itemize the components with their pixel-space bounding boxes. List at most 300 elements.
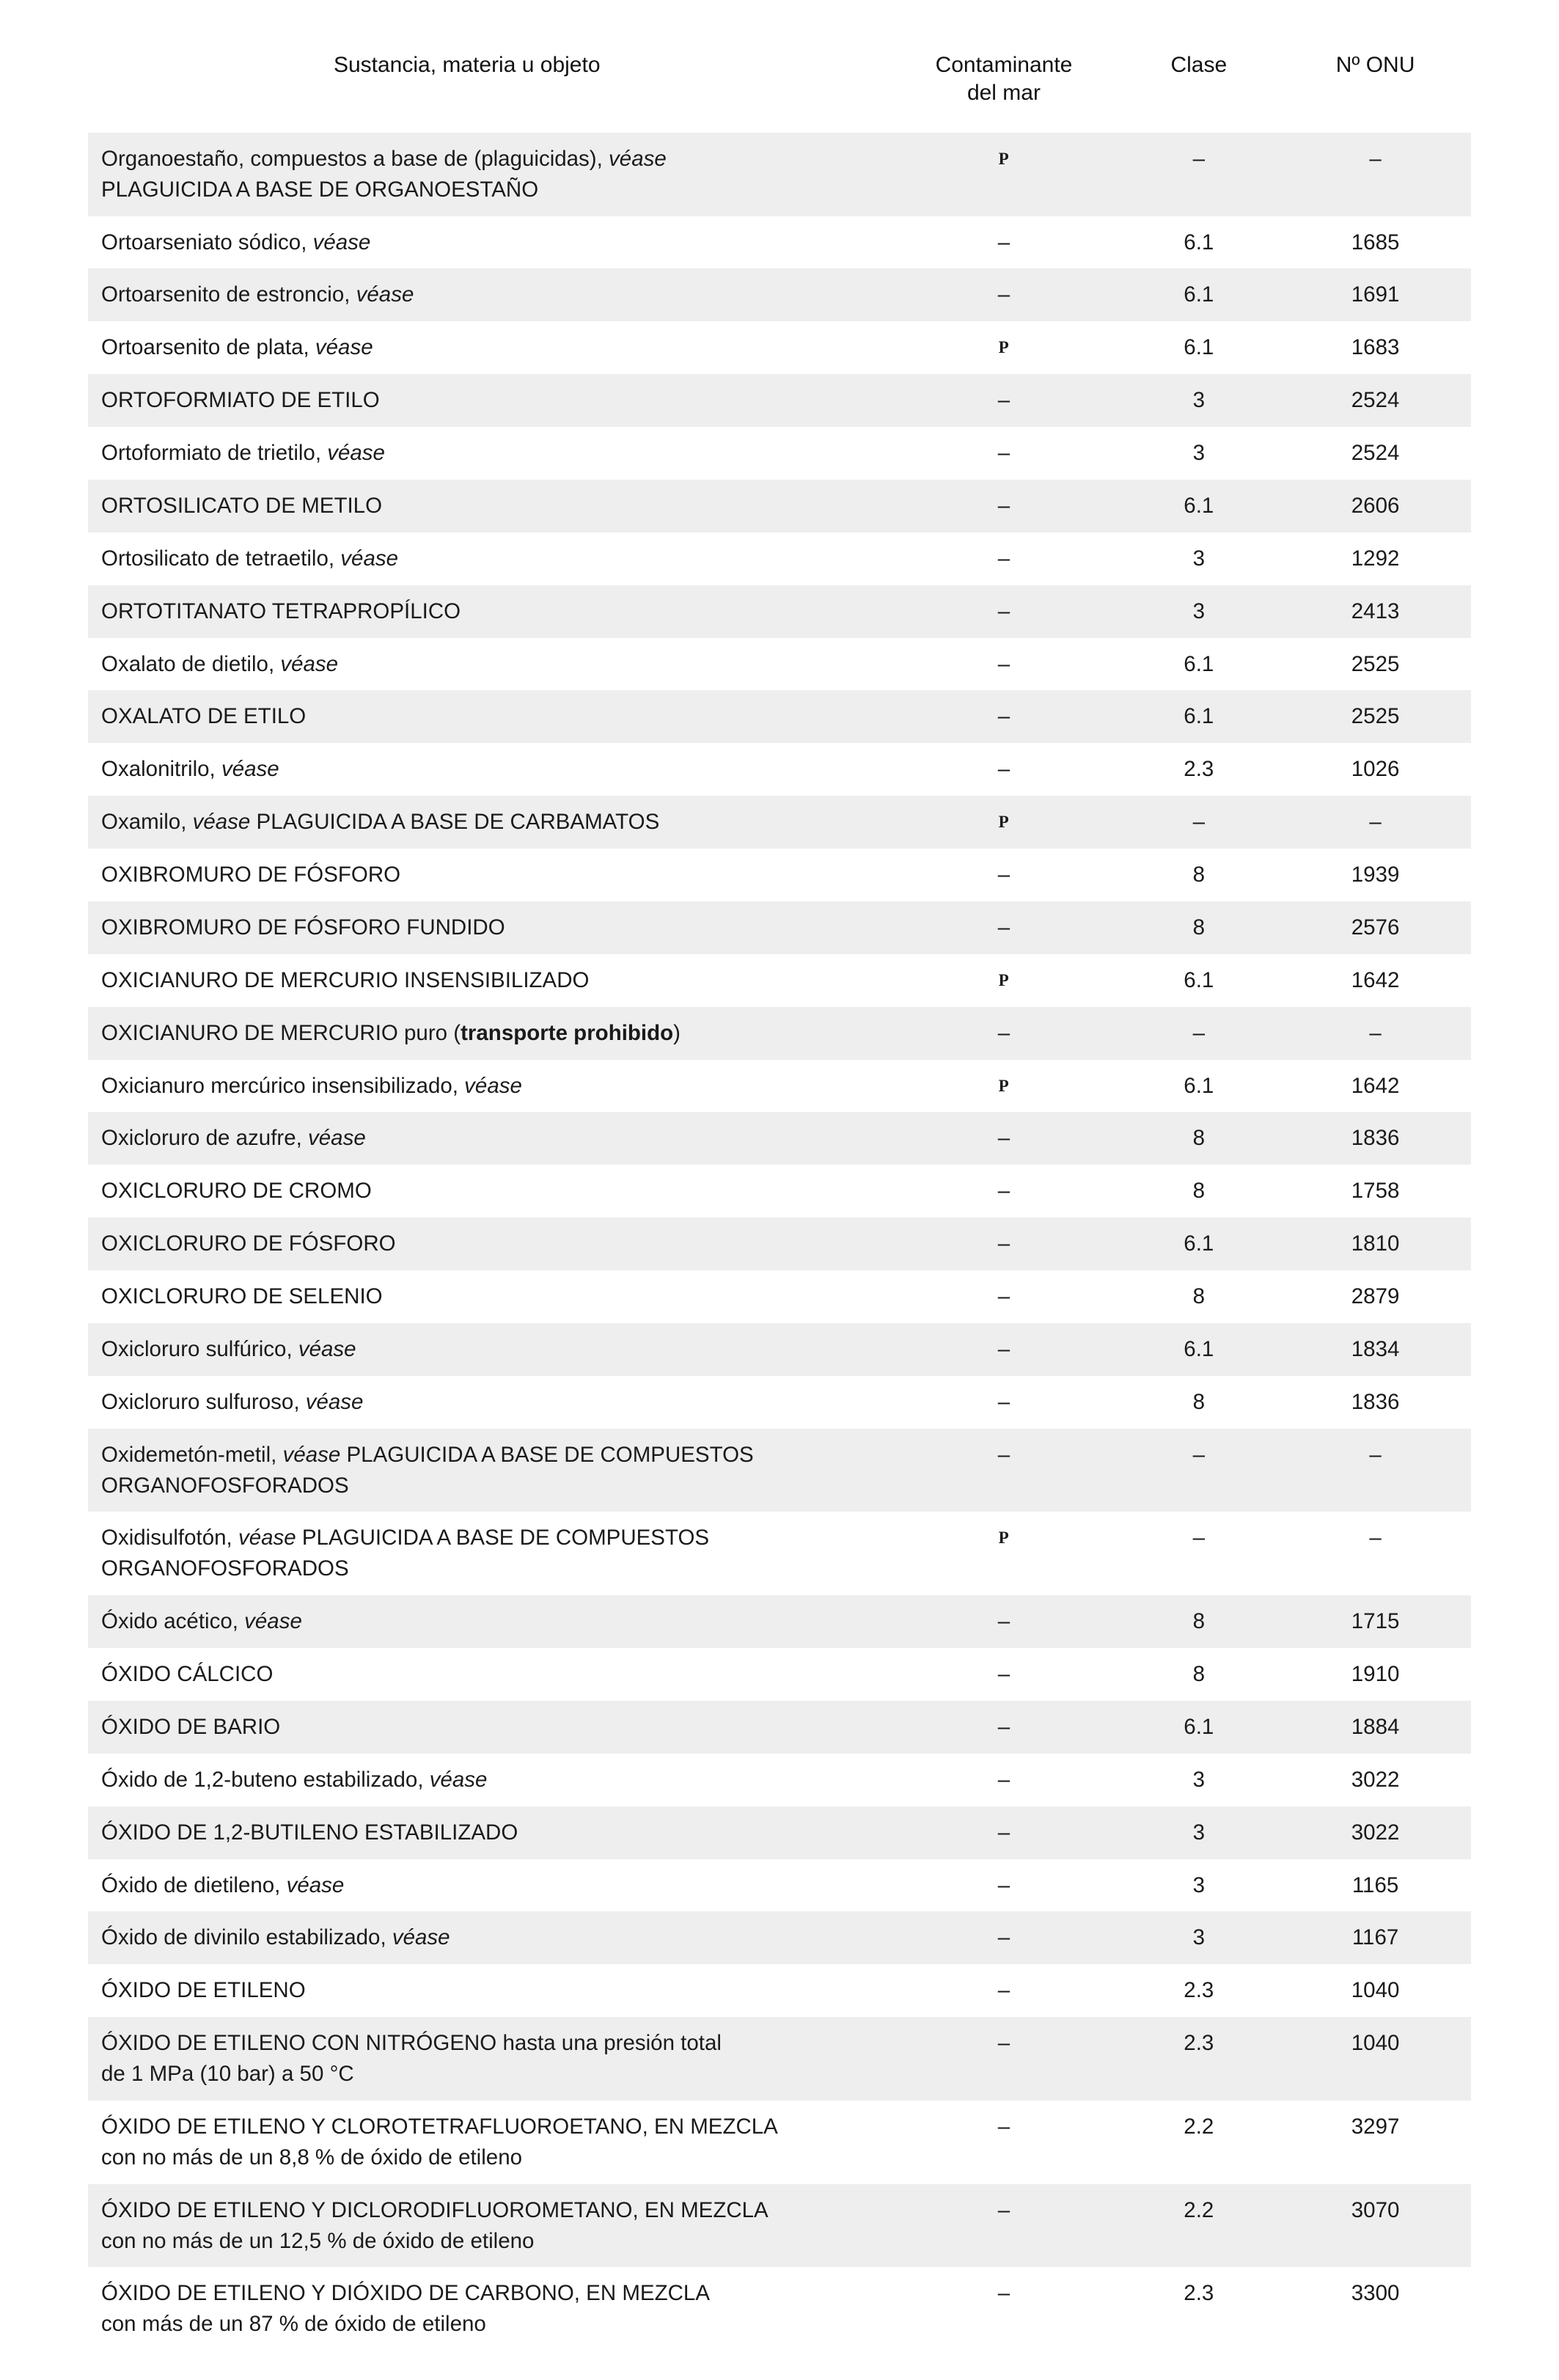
- table-row: [88, 954, 1471, 1007]
- substance-text-fragment: véase: [609, 146, 667, 171]
- substance-text-fragment: Organoestaño, compuestos a base de (plaguicidas),: [101, 146, 609, 171]
- table-row: [88, 216, 1471, 269]
- substance-text-fragment: Oxicianuro mercúrico insensibilizado,: [101, 1073, 465, 1098]
- cell-marine-pollutant: [889, 1701, 1118, 1754]
- cell-class: 8: [1118, 1648, 1280, 1701]
- cell-substance: [88, 1754, 889, 1806]
- substance-text-fragment: véase: [392, 1925, 450, 1950]
- substance-text-fragment: véase: [429, 1767, 488, 1792]
- cell-class: –: [1118, 133, 1280, 216]
- substance-text-fragment: véase: [221, 757, 279, 782]
- substance-text-fragment: OXICLORURO DE FÓSFORO: [101, 1231, 396, 1256]
- substance-subtext: ORGANOFOSFORADOS: [101, 1473, 349, 1498]
- table-row: [88, 901, 1471, 954]
- cell-un-number: 1691: [1280, 268, 1471, 321]
- substance-text-fragment: Óxido acético,: [101, 1609, 245, 1634]
- substance-subtext: con no más de un 8,8 % de óxido de etileno: [101, 2145, 523, 2170]
- cell-un-number: –: [1280, 796, 1471, 849]
- cell-class: 6.1: [1118, 954, 1280, 1007]
- column-header-un-number: Nº ONU: [1335, 53, 1415, 77]
- dangerous-goods-index-table: [88, 51, 1471, 2351]
- cell-marine-pollutant: [889, 1165, 1118, 1218]
- table-row: [88, 743, 1471, 796]
- table-row: [88, 1512, 1471, 1595]
- cell-substance: [88, 133, 889, 216]
- substance-text-fragment: ÓXIDO DE BARIO: [101, 1714, 281, 1739]
- cell-un-number: 2525: [1280, 690, 1471, 743]
- table-row: [88, 133, 1471, 216]
- substance-text-fragment: Ortosilicato de tetraetilo,: [101, 546, 341, 571]
- cell-substance: [88, 1270, 889, 1323]
- cell-substance: [88, 1376, 889, 1429]
- cell-substance: [88, 2017, 889, 2101]
- cell-substance: [88, 1007, 889, 1060]
- cell-substance: [88, 1323, 889, 1376]
- table-row: [88, 374, 1471, 427]
- cell-marine-pollutant: [889, 1112, 1118, 1165]
- substance-text-fragment: ÓXIDO DE ETILENO Y CLOROTETRAFLUOROETANO, EN MEZCLA: [101, 2114, 778, 2139]
- cell-marine-pollutant: [889, 690, 1118, 743]
- marine-pollutant-none: –: [997, 1662, 1010, 1687]
- table-row: [88, 321, 1471, 374]
- marine-pollutant-none: –: [997, 598, 1010, 623]
- cell-marine-pollutant: [889, 1512, 1118, 1595]
- cell-marine-pollutant: [889, 2017, 1118, 2101]
- cell-marine-pollutant: [889, 585, 1118, 638]
- substance-text-fragment: Óxido de dietileno,: [101, 1872, 287, 1897]
- cell-un-number: 1715: [1280, 1595, 1471, 1648]
- cell-substance: [88, 638, 889, 691]
- table-row: [88, 268, 1471, 321]
- substance-text-fragment: véase: [280, 651, 339, 676]
- substance-text-fragment: ): [673, 1020, 681, 1045]
- cell-substance: [88, 2101, 889, 2184]
- marine-pollutant-none: –: [997, 1126, 1010, 1151]
- table-row: [88, 1165, 1471, 1218]
- cell-un-number: 1642: [1280, 954, 1471, 1007]
- cell-un-number: 1026: [1280, 743, 1471, 796]
- marine-pollutant-none: –: [997, 757, 1010, 782]
- cell-class: 6.1: [1118, 690, 1280, 743]
- cell-class: 6.1: [1118, 638, 1280, 691]
- cell-substance: [88, 480, 889, 532]
- marine-pollutant-none: –: [997, 441, 1010, 466]
- marine-pollutant-mark: P: [998, 338, 1010, 357]
- cell-substance: [88, 1218, 889, 1270]
- table-row: [88, 796, 1471, 849]
- cell-class: 2.3: [1118, 1964, 1280, 2017]
- substance-text-fragment: Óxido de 1,2-buteno estabilizado,: [101, 1767, 430, 1792]
- cell-un-number: 2524: [1280, 427, 1471, 480]
- marine-pollutant-none: –: [997, 1872, 1010, 1897]
- cell-marine-pollutant: [889, 1007, 1118, 1060]
- cell-marine-pollutant: [889, 216, 1118, 269]
- cell-marine-pollutant: [889, 743, 1118, 796]
- cell-class: 6.1: [1118, 1060, 1280, 1113]
- substance-text-fragment: ORTOFORMIATO DE ETILO: [101, 388, 380, 413]
- substance-subtext: de 1 MPa (10 bar) a 50 °C: [101, 2062, 354, 2087]
- cell-un-number: 2524: [1280, 374, 1471, 427]
- cell-class: 3: [1118, 1911, 1280, 1964]
- cell-class: 6.1: [1118, 1218, 1280, 1270]
- cell-marine-pollutant: [889, 1648, 1118, 1701]
- cell-class: 2.2: [1118, 2101, 1280, 2184]
- marine-pollutant-none: –: [997, 1336, 1010, 1361]
- cell-substance: [88, 1964, 889, 2017]
- cell-marine-pollutant: [889, 1859, 1118, 1912]
- substance-text-fragment: Ortoarseniato sódico,: [101, 230, 313, 255]
- substance-text-fragment: Óxido de divinilo estabilizado,: [101, 1925, 392, 1950]
- table-row: [88, 1007, 1471, 1060]
- table-row: [88, 427, 1471, 480]
- cell-substance: [88, 743, 889, 796]
- table-row: [88, 849, 1471, 901]
- marine-pollutant-none: –: [997, 1609, 1010, 1634]
- marine-pollutant-mark: P: [998, 813, 1010, 832]
- cell-un-number: 2879: [1280, 1270, 1471, 1323]
- column-header-marine-pollutant-line2: del mar: [966, 81, 1041, 106]
- substance-text-fragment: Oxidemetón-metil,: [101, 1442, 283, 1467]
- cell-un-number: 1836: [1280, 1112, 1471, 1165]
- substance-text-fragment: ÓXIDO DE ETILENO CON NITRÓGENO hasta una presión total: [101, 2031, 722, 2056]
- substance-text-fragment: PLAGUICIDA A BASE DE CARBAMATOS: [250, 810, 660, 835]
- substance-text-fragment: OXICIANURO DE MERCURIO INSENSIBILIZADO: [101, 967, 590, 992]
- cell-un-number: –: [1280, 133, 1471, 216]
- cell-substance: [88, 1859, 889, 1912]
- cell-un-number: 1758: [1280, 1165, 1471, 1218]
- marine-pollutant-none: –: [997, 1020, 1010, 1045]
- cell-substance: [88, 2184, 889, 2268]
- substance-text-fragment: OXICIANURO DE MERCURIO puro (: [101, 1020, 461, 1045]
- marine-pollutant-none: –: [997, 704, 1010, 729]
- table-row: [88, 1911, 1471, 1964]
- cell-class: 3: [1118, 1859, 1280, 1912]
- cell-class: 8: [1118, 1270, 1280, 1323]
- marine-pollutant-none: –: [997, 1231, 1010, 1256]
- marine-pollutant-none: –: [997, 863, 1010, 887]
- cell-class: 8: [1118, 1595, 1280, 1648]
- table-row: [88, 1218, 1471, 1270]
- table-row: [88, 2017, 1471, 2101]
- substance-text-fragment: véase: [308, 1126, 366, 1151]
- substance-text-fragment: véase: [238, 1526, 296, 1550]
- substance-text-fragment: ORTOSILICATO DE METILO: [101, 493, 383, 518]
- cell-class: 6.1: [1118, 268, 1280, 321]
- cell-substance: [88, 849, 889, 901]
- cell-substance: [88, 585, 889, 638]
- cell-marine-pollutant: [889, 321, 1118, 374]
- cell-un-number: 1834: [1280, 1323, 1471, 1376]
- substance-text-fragment: ÓXIDO DE ETILENO Y DIÓXIDO DE CARBONO, EN MEZCLA: [101, 2281, 710, 2306]
- cell-marine-pollutant: [889, 1323, 1118, 1376]
- cell-substance: [88, 1060, 889, 1113]
- substance-text-fragment: PLAGUICIDA A BASE DE COMPUESTOS: [340, 1442, 754, 1467]
- marine-pollutant-none: –: [997, 1179, 1010, 1204]
- cell-un-number: 1642: [1280, 1060, 1471, 1113]
- cell-un-number: 1683: [1280, 321, 1471, 374]
- cell-substance: [88, 1701, 889, 1754]
- marine-pollutant-none: –: [997, 546, 1010, 571]
- marine-pollutant-none: –: [997, 1925, 1010, 1950]
- cell-class: 3: [1118, 1754, 1280, 1806]
- substance-text-fragment: Oxalonitrilo,: [101, 757, 221, 782]
- substance-text-fragment: Oxicloruro sulfúrico,: [101, 1336, 298, 1361]
- cell-un-number: –: [1280, 1429, 1471, 1512]
- cell-un-number: 3070: [1280, 2184, 1471, 2268]
- table-row: [88, 638, 1471, 691]
- table-row: [88, 1964, 1471, 2017]
- marine-pollutant-none: –: [997, 230, 1010, 255]
- table-row: [88, 1648, 1471, 1701]
- cell-class: 6.1: [1118, 321, 1280, 374]
- cell-class: 8: [1118, 901, 1280, 954]
- marine-pollutant-none: –: [997, 1442, 1010, 1467]
- substance-text-fragment: véase: [286, 1872, 345, 1897]
- cell-un-number: 1685: [1280, 216, 1471, 269]
- table-row: [88, 1754, 1471, 1806]
- marine-pollutant-none: –: [997, 1714, 1010, 1739]
- cell-un-number: 2606: [1280, 480, 1471, 532]
- cell-substance: [88, 954, 889, 1007]
- table-row: [88, 1376, 1471, 1429]
- cell-class: 3: [1118, 532, 1280, 585]
- cell-substance: [88, 1648, 889, 1701]
- cell-marine-pollutant: [889, 1270, 1118, 1323]
- cell-marine-pollutant: [889, 1060, 1118, 1113]
- cell-un-number: 1040: [1280, 2017, 1471, 2101]
- cell-un-number: 1810: [1280, 1218, 1471, 1270]
- marine-pollutant-none: –: [997, 2031, 1010, 2056]
- cell-marine-pollutant: [889, 133, 1118, 216]
- marine-pollutant-none: –: [997, 493, 1010, 518]
- substance-text-fragment: PLAGUICIDA A BASE DE COMPUESTOS: [296, 1526, 710, 1550]
- cell-class: –: [1118, 1429, 1280, 1512]
- cell-class: 6.1: [1118, 216, 1280, 269]
- marine-pollutant-mark: P: [998, 970, 1010, 989]
- table-body: [88, 133, 1471, 2351]
- substance-text-fragment: OXICLORURO DE SELENIO: [101, 1284, 383, 1309]
- cell-substance: [88, 321, 889, 374]
- cell-marine-pollutant: [889, 1376, 1118, 1429]
- cell-class: 2.2: [1118, 2184, 1280, 2268]
- table-row: [88, 2267, 1471, 2351]
- cell-class: 3: [1118, 427, 1280, 480]
- cell-un-number: 1836: [1280, 1376, 1471, 1429]
- substance-text-fragment: véase: [244, 1609, 302, 1634]
- cell-marine-pollutant: [889, 532, 1118, 585]
- table-row: [88, 1859, 1471, 1912]
- table-row: [88, 1323, 1471, 1376]
- substance-text-fragment: ÓXIDO DE ETILENO: [101, 1978, 306, 2003]
- cell-substance: [88, 427, 889, 480]
- cell-class: 3: [1118, 1806, 1280, 1859]
- cell-marine-pollutant: [889, 1429, 1118, 1512]
- cell-class: 3: [1118, 585, 1280, 638]
- marine-pollutant-none: –: [997, 388, 1010, 413]
- cell-un-number: 2413: [1280, 585, 1471, 638]
- cell-substance: [88, 268, 889, 321]
- cell-marine-pollutant: [889, 849, 1118, 901]
- cell-un-number: 2576: [1280, 901, 1471, 954]
- substance-text-fragment: OXIBROMURO DE FÓSFORO: [101, 863, 401, 887]
- table-row: [88, 1429, 1471, 1512]
- cell-un-number: 1939: [1280, 849, 1471, 901]
- column-header-substance: Sustancia, materia u objeto: [333, 53, 601, 77]
- cell-marine-pollutant: [889, 1754, 1118, 1806]
- table-row: [88, 1806, 1471, 1859]
- substance-text-fragment: véase: [340, 546, 399, 571]
- cell-class: 2.3: [1118, 743, 1280, 796]
- marine-pollutant-none: –: [997, 1389, 1010, 1414]
- cell-un-number: 3022: [1280, 1806, 1471, 1859]
- cell-marine-pollutant: [889, 1911, 1118, 1964]
- marine-pollutant-none: –: [997, 2281, 1010, 2306]
- substance-text-fragment: ORTOTITANATO TETRAPROPÍLICO: [101, 598, 461, 623]
- cell-marine-pollutant: [889, 480, 1118, 532]
- cell-substance: [88, 1429, 889, 1512]
- cell-class: 3: [1118, 374, 1280, 427]
- cell-class: 6.1: [1118, 1701, 1280, 1754]
- cell-substance: [88, 901, 889, 954]
- cell-un-number: 1040: [1280, 1964, 1471, 2017]
- substance-subtext: ORGANOFOSFORADOS: [101, 1556, 349, 1581]
- substance-subtext: con más de un 87 % de óxido de etileno: [101, 2312, 486, 2337]
- marine-pollutant-none: –: [997, 282, 1010, 307]
- cell-marine-pollutant: [889, 1218, 1118, 1270]
- substance-text-fragment: transporte prohibido: [461, 1020, 674, 1045]
- cell-marine-pollutant: [889, 1595, 1118, 1648]
- substance-text-fragment: Oxicloruro sulfuroso,: [101, 1389, 306, 1414]
- table-row: [88, 2101, 1471, 2184]
- cell-class: –: [1118, 1007, 1280, 1060]
- cell-class: 2.3: [1118, 2017, 1280, 2101]
- table-row: [88, 1112, 1471, 1165]
- cell-marine-pollutant: [889, 796, 1118, 849]
- cell-marine-pollutant: [889, 268, 1118, 321]
- cell-substance: [88, 1595, 889, 1648]
- table-row: [88, 2184, 1471, 2268]
- table-header: [88, 51, 1471, 133]
- table-row: [88, 585, 1471, 638]
- cell-un-number: 3300: [1280, 2267, 1471, 2351]
- cell-un-number: 1165: [1280, 1859, 1471, 1912]
- substance-text-fragment: Oxamilo,: [101, 810, 193, 835]
- table-row: [88, 532, 1471, 585]
- cell-class: 6.1: [1118, 480, 1280, 532]
- cell-class: 8: [1118, 1112, 1280, 1165]
- cell-marine-pollutant: [889, 2184, 1118, 2268]
- substance-text-fragment: Oxicloruro de azufre,: [101, 1126, 309, 1151]
- table-row: [88, 1595, 1471, 1648]
- cell-marine-pollutant: [889, 638, 1118, 691]
- substance-text-fragment: ÓXIDO DE 1,2-BUTILENO ESTABILIZADO: [101, 1820, 518, 1845]
- cell-class: 6.1: [1118, 1323, 1280, 1376]
- cell-substance: [88, 532, 889, 585]
- substance-text-fragment: véase: [282, 1442, 341, 1467]
- cell-un-number: –: [1280, 1007, 1471, 1060]
- marine-pollutant-mark: P: [998, 149, 1010, 168]
- cell-marine-pollutant: [889, 1964, 1118, 2017]
- substance-text-fragment: Ortoformiato de trietilo,: [101, 441, 328, 466]
- substance-text-fragment: véase: [298, 1336, 356, 1361]
- cell-substance: [88, 1112, 889, 1165]
- marine-pollutant-mark: P: [998, 1076, 1010, 1095]
- table-row: [88, 1701, 1471, 1754]
- cell-class: –: [1118, 1512, 1280, 1595]
- cell-un-number: 1167: [1280, 1911, 1471, 1964]
- marine-pollutant-none: –: [997, 1284, 1010, 1309]
- substance-text-fragment: OXICLORURO DE CROMO: [101, 1179, 372, 1204]
- substance-text-fragment: véase: [464, 1073, 522, 1098]
- substance-subtext: PLAGUICIDA A BASE DE ORGANOESTAÑO: [101, 177, 539, 202]
- cell-class: 8: [1118, 1165, 1280, 1218]
- substance-subtext: con no más de un 12,5 % de óxido de etileno: [101, 2228, 535, 2253]
- substance-text-fragment: ÓXIDO CÁLCICO: [101, 1662, 274, 1687]
- cell-substance: [88, 1512, 889, 1595]
- cell-marine-pollutant: [889, 427, 1118, 480]
- cell-un-number: 1910: [1280, 1648, 1471, 1701]
- substance-text-fragment: Ortoarsenito de plata,: [101, 335, 315, 360]
- column-header-marine-pollutant: [889, 51, 1118, 133]
- cell-un-number: 3297: [1280, 2101, 1471, 2184]
- cell-un-number: 1884: [1280, 1701, 1471, 1754]
- cell-class: 8: [1118, 849, 1280, 901]
- column-header-marine-pollutant-line1: Contaminante: [935, 53, 1073, 77]
- cell-class: –: [1118, 796, 1280, 849]
- marine-pollutant-mark: P: [998, 1528, 1010, 1548]
- cell-substance: [88, 690, 889, 743]
- cell-marine-pollutant: [889, 2267, 1118, 2351]
- table-row: [88, 1270, 1471, 1323]
- cell-substance: [88, 374, 889, 427]
- substance-text-fragment: véase: [305, 1389, 364, 1414]
- marine-pollutant-none: –: [997, 2114, 1010, 2139]
- cell-marine-pollutant: [889, 901, 1118, 954]
- marine-pollutant-none: –: [997, 1978, 1010, 2003]
- substance-text-fragment: véase: [315, 335, 373, 360]
- substance-text-fragment: Ortoarsenito de estroncio,: [101, 282, 356, 307]
- marine-pollutant-none: –: [997, 915, 1010, 940]
- substance-text-fragment: ÓXIDO DE ETILENO Y DICLORODIFLUOROMETANO, EN MEZCLA: [101, 2197, 769, 2222]
- substance-text-fragment: OXIBROMURO DE FÓSFORO FUNDIDO: [101, 915, 505, 940]
- table-row: [88, 480, 1471, 532]
- cell-substance: [88, 1911, 889, 1964]
- marine-pollutant-none: –: [997, 651, 1010, 676]
- cell-marine-pollutant: [889, 1806, 1118, 1859]
- cell-marine-pollutant: [889, 954, 1118, 1007]
- cell-un-number: –: [1280, 1512, 1471, 1595]
- cell-class: 8: [1118, 1376, 1280, 1429]
- marine-pollutant-none: –: [997, 1820, 1010, 1845]
- cell-substance: [88, 1806, 889, 1859]
- cell-un-number: 1292: [1280, 532, 1471, 585]
- table-header-row: [88, 51, 1471, 133]
- marine-pollutant-none: –: [997, 2197, 1010, 2222]
- substance-text-fragment: OXALATO DE ETILO: [101, 704, 307, 729]
- substance-text-fragment: Oxalato de dietilo,: [101, 651, 281, 676]
- substance-text-fragment: véase: [327, 441, 385, 466]
- column-header-class: Clase: [1170, 53, 1228, 77]
- cell-substance: [88, 216, 889, 269]
- cell-substance: [88, 2267, 889, 2351]
- marine-pollutant-none: –: [997, 1767, 1010, 1792]
- substance-text-fragment: véase: [312, 230, 371, 255]
- cell-un-number: 2525: [1280, 638, 1471, 691]
- cell-class: 2.3: [1118, 2267, 1280, 2351]
- substance-text-fragment: véase: [356, 282, 414, 307]
- substance-text-fragment: Oxidisulfotón,: [101, 1526, 238, 1550]
- table-row: [88, 690, 1471, 743]
